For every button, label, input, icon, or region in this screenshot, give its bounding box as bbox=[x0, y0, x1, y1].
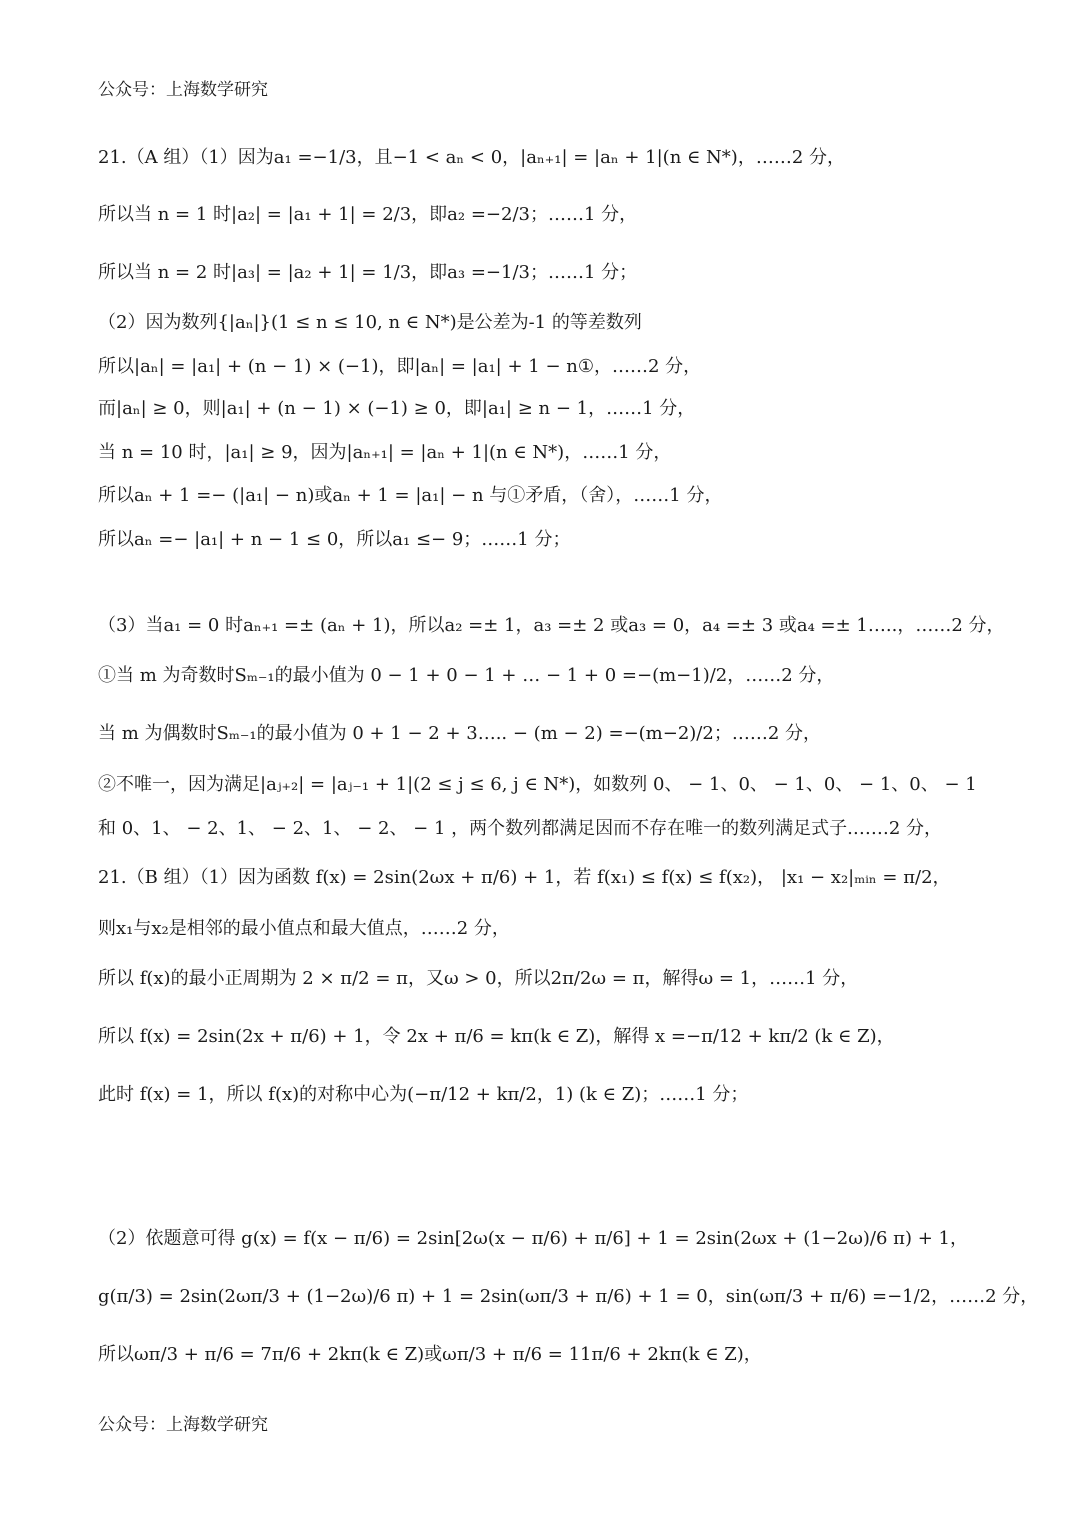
text-line: 此时 f(x) = 1，所以 f(x)的对称中心为(−π/12 + kπ/2，1) (k ∈ Z)；……1 分； bbox=[98, 1084, 749, 1105]
page-footer: 公众号：上海数学研究 bbox=[98, 1415, 268, 1435]
text-line: 所以|aₙ| = |a₁| + (n − 1) × (−1)，即|aₙ| = |a₁| + 1 − n①，……2 分， bbox=[98, 356, 702, 377]
text-line: 所以当 n = 1 时|a₂| = |a₁ + 1| = 2/3，即a₂ =−2/3；……1 分， bbox=[98, 204, 638, 225]
text-line: 21.（A 组）（1）因为a₁ =−1/3，且−1 < aₙ < 0，|aₙ₊₁| = |aₙ + 1|(n ∈ N*)，……2 分， bbox=[98, 147, 845, 168]
text-line: 所以aₙ + 1 =− (|a₁| − n)或aₙ + 1 = |a₁| − n 与①矛盾，（舍），……1 分， bbox=[98, 485, 723, 506]
text-line: （2）因为数列{|aₙ|}(1 ≤ n ≤ 10, n ∈ N*)是公差为-1 的等差数列 bbox=[98, 312, 642, 333]
text-line: 和 0、1、 − 2、1、 − 2、1、 − 2、 − 1 ，两个数列都满足因而不存在唯一的数列满足式子.……2 分， bbox=[98, 818, 943, 839]
text-line: 21.（B 组）（1）因为函数 f(x) = 2sin(2ωx + π/6) + 1，若 f(x₁) ≤ f(x) ≤ f(x₂)， |x₁ − x₂|ₘᵢₙ = π/2， bbox=[98, 867, 951, 888]
text-line: 则x₁与x₂是相邻的最小值点和最大值点，……2 分， bbox=[98, 918, 510, 939]
text-line: 所以 f(x) = 2sin(2x + π/6) + 1，令 2x + π/6 = kπ(k ∈ Z)，解得 x =−π/12 + kπ/2 (k ∈ Z)， bbox=[98, 1026, 895, 1047]
text-line: 所以当 n = 2 时|a₃| = |a₂ + 1| = 1/3，即a₃ =−1/3；……1 分； bbox=[98, 262, 638, 283]
text-line: 而|aₙ| ≥ 0，则|a₁| + (n − 1) × (−1) ≥ 0，即|a₁| ≥ n − 1，……1 分， bbox=[98, 398, 696, 419]
text-line: ②不唯一，因为满足|aⱼ₊₂| = |aⱼ₋₁ + 1|(2 ≤ j ≤ 6, j ∈ N*)，如数列 0、 − 1、0、 − 1、0、 − 1、0、 − 1 bbox=[98, 774, 977, 795]
text-line: （2）依题意可得 g(x) = f(x − π/6) = 2sin[2ω(x − π/6) + π/6] + 1 = 2sin(2ωx + (1−2ω)/6 π) + 1， bbox=[98, 1228, 968, 1249]
text-line: 当 m 为偶数时Sₘ₋₁的最小值为 0 + 1 − 2 + 3….. − (m − 2) =−(m−2)/2；……2 分， bbox=[98, 723, 821, 744]
text-line: 所以 f(x)的最小正周期为 2 × π/2 = π，又ω > 0，所以2π/2ω = π，解得ω = 1，……1 分， bbox=[98, 968, 859, 989]
text-line: （3）当a₁ = 0 时aₙ₊₁ =± (aₙ + 1)，所以a₂ =± 1，a₃ =± 2 或a₃ = 0，a₄ =± 3 或a₄ =± 1…..，……2 分， bbox=[98, 615, 1005, 636]
text-line: 所以ωπ/3 + π/6 = 7π/6 + 2kπ(k ∈ Z)或ωπ/3 + π/6 = 11π/6 + 2kπ(k ∈ Z)， bbox=[98, 1344, 762, 1365]
text-line: g(π/3) = 2sin(2ωπ/3 + (1−2ω)/6 π) + 1 = 2sin(ωπ/3 + π/6) + 1 = 0，sin(ωπ/3 + π/6) =−1/2，……2 分， bbox=[98, 1286, 1039, 1307]
text-line: 当 n = 10 时，|a₁| ≥ 9，因为|aₙ₊₁| = |aₙ + 1|(n ∈ N*)，……1 分， bbox=[98, 442, 672, 463]
page-header: 公众号：上海数学研究 bbox=[98, 80, 268, 100]
text-line: 所以aₙ =− |a₁| + n − 1 ≤ 0，所以a₁ ≤− 9；……1 分； bbox=[98, 529, 571, 550]
text-line: ①当 m 为奇数时Sₘ₋₁的最小值为 0 − 1 + 0 − 1 + … − 1 + 0 =−(m−1)/2，……2 分， bbox=[98, 665, 835, 686]
